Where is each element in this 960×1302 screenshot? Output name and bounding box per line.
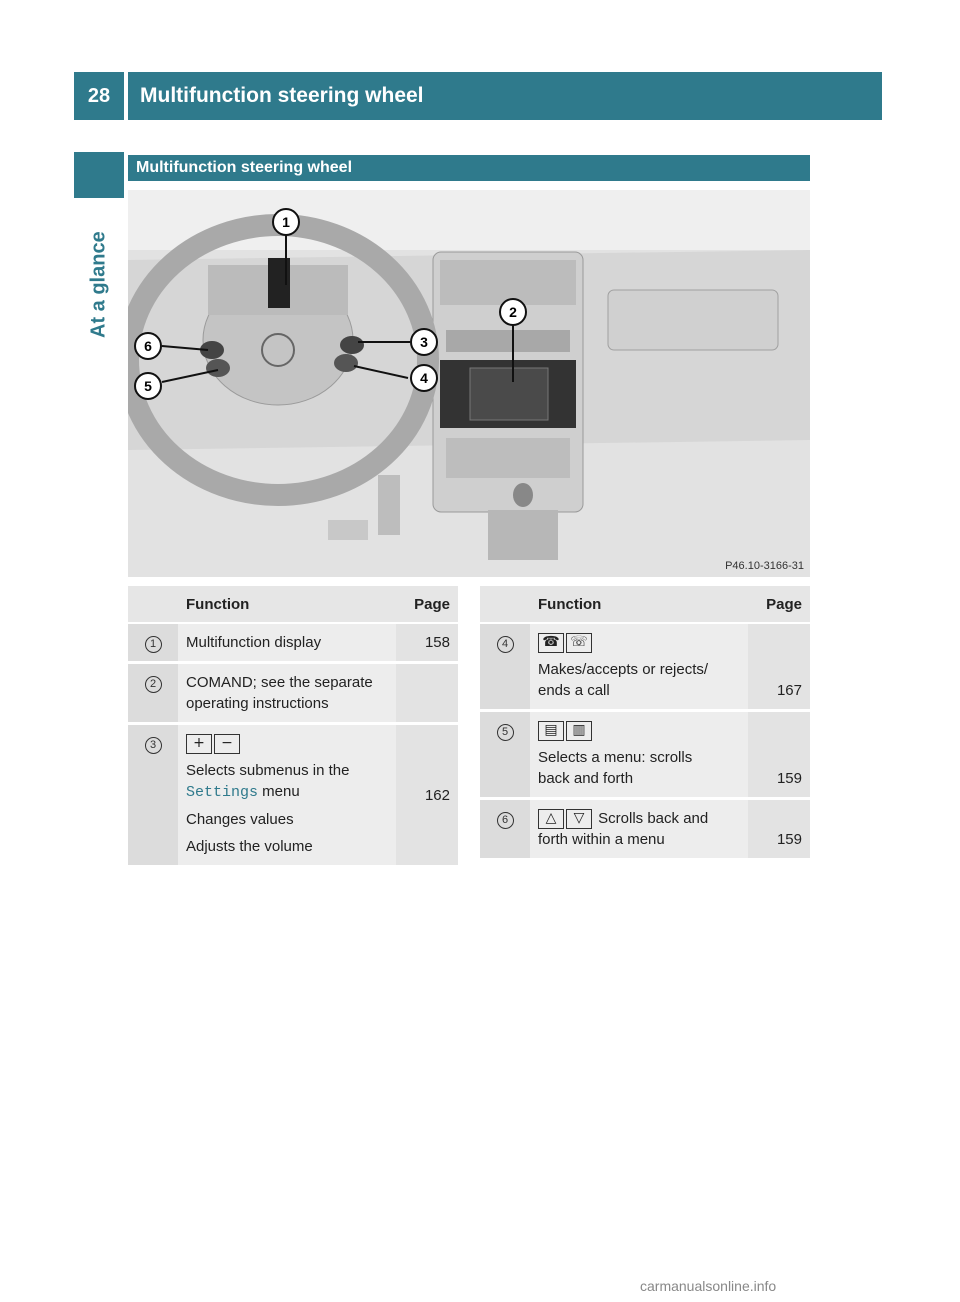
function-text: COMAND; see the separate xyxy=(186,674,373,691)
function-text: forth within a menu xyxy=(538,831,665,849)
section-title: Multifunction steering wheel xyxy=(128,155,810,181)
function-table-right xyxy=(480,586,810,861)
callout-1: 1 xyxy=(282,214,290,230)
phone-key-icon: ☏ xyxy=(566,633,592,653)
function-text: Scrolls back and xyxy=(594,810,709,828)
function-text: back and forth xyxy=(538,770,634,788)
side-tab-marker xyxy=(74,152,124,198)
column-header-function: Function xyxy=(178,586,396,624)
item-number: 3 xyxy=(145,737,162,754)
hang-up-key-icon: ☎ xyxy=(538,633,564,653)
menu-forward-key-icon: ▥ xyxy=(566,721,592,741)
settings-menu-term: Settings xyxy=(186,784,259,802)
item-number: 2 xyxy=(145,676,162,693)
page-ref xyxy=(396,664,458,725)
callout-4: 4 xyxy=(420,370,428,386)
table-row xyxy=(128,624,458,664)
column-header-function: Function xyxy=(530,586,748,624)
table-row xyxy=(480,800,810,861)
figure-code: P46.10-3166-31 xyxy=(725,560,804,572)
callout-3: 3 xyxy=(420,334,428,350)
function-text: Adjusts the volume xyxy=(186,838,313,856)
page-ref: 167 xyxy=(748,624,810,712)
dashboard-illustration xyxy=(128,190,810,577)
item-number: 5 xyxy=(497,724,514,741)
column-header-page: Page xyxy=(396,586,458,624)
table-row xyxy=(128,664,458,725)
plus-key-icon: + xyxy=(186,734,212,754)
table-row xyxy=(480,624,810,712)
function-text: ends a call xyxy=(538,682,610,700)
page-ref: 159 xyxy=(748,800,810,861)
scroll-down-key-icon: ▽ xyxy=(566,809,592,829)
item-number: 1 xyxy=(145,636,162,653)
steering-wheel-figure xyxy=(128,190,810,577)
page-ref: 159 xyxy=(748,712,810,800)
function-text: Changes values xyxy=(186,811,294,829)
callout-5: 5 xyxy=(144,378,152,394)
column-header-page: Page xyxy=(748,586,810,624)
callout-2: 2 xyxy=(509,304,517,320)
page-ref: 162 xyxy=(396,725,458,868)
function-text: Selects a menu: scrolls xyxy=(538,749,693,767)
table-row xyxy=(128,725,458,868)
callout-6: 6 xyxy=(144,338,152,354)
item-number: 4 xyxy=(497,636,514,653)
function-text: Selects submenus in the xyxy=(186,762,350,780)
table-row xyxy=(480,712,810,800)
menu-back-key-icon: ▤ xyxy=(538,721,564,741)
item-number: 6 xyxy=(497,812,514,829)
function-text: operating instructions xyxy=(186,695,329,712)
function-table-left xyxy=(128,586,458,868)
function-text: Multifunction display xyxy=(186,634,322,651)
page-number: 28 xyxy=(74,72,124,120)
footer-watermark: carmanualsonline.info xyxy=(640,1278,777,1294)
side-chapter-label: At a glance xyxy=(87,231,110,338)
page-header-title: Multifunction steering wheel xyxy=(128,72,882,120)
function-text: menu xyxy=(258,783,300,801)
minus-key-icon: − xyxy=(214,734,240,754)
scroll-up-key-icon: △ xyxy=(538,809,564,829)
function-text: Makes/accepts or rejects/ xyxy=(538,661,709,679)
page-ref: 158 xyxy=(396,624,458,664)
